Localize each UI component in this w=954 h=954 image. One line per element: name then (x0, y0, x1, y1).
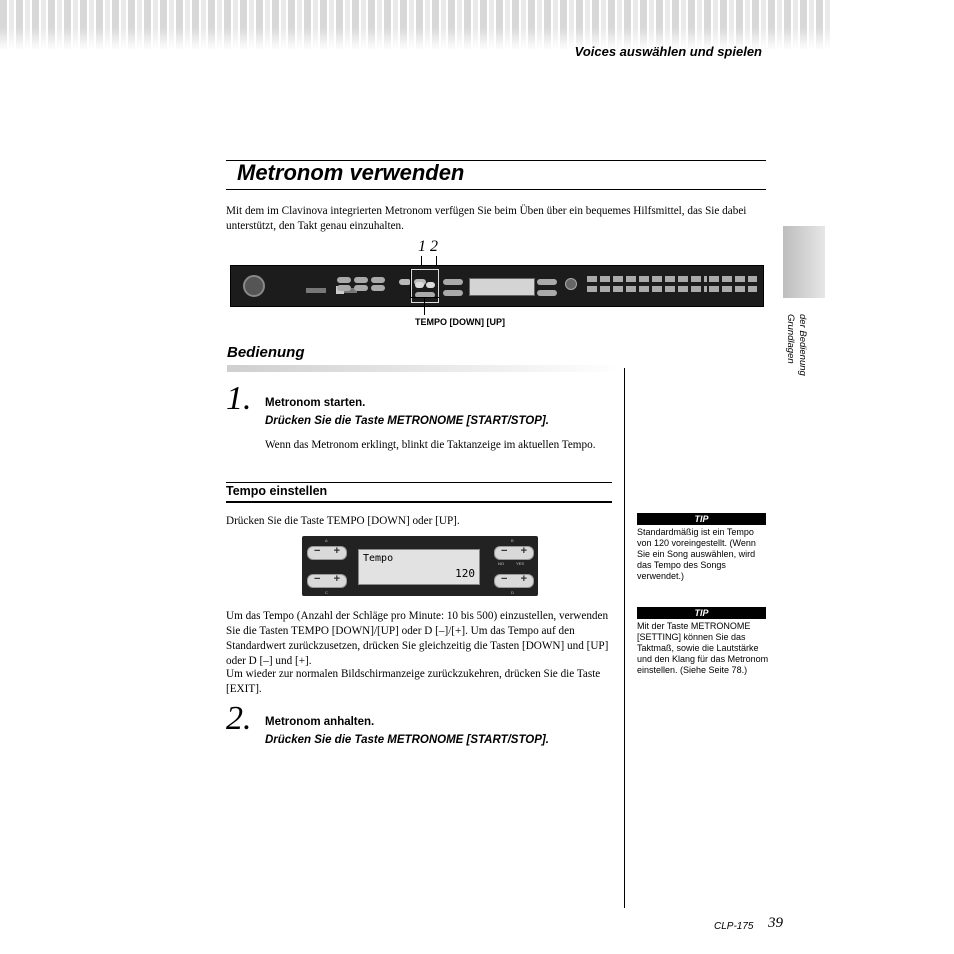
power-switch-icon (243, 275, 265, 297)
column-divider (624, 368, 625, 908)
label-a: A (325, 538, 328, 543)
callout-leader (424, 297, 425, 315)
figure-step-labels: 1 2 (418, 238, 438, 255)
tempo-subtitle: Tempo einstellen (226, 484, 328, 498)
page-number: 39 (768, 915, 783, 931)
step-1-number: 1. (226, 380, 252, 417)
label-b: B (511, 538, 514, 543)
callout-bracket-left (410, 269, 411, 297)
header-section-title: Voices auswählen und spielen (574, 44, 762, 59)
step-2-title: Metronom anhalten. (265, 716, 375, 728)
lcd-tempo-label: Tempo (363, 553, 394, 564)
tempo-paragraph-2: Um wieder zur normalen Bildschirmanzeige zurückzukehren, drücken Sie die Taste [EXIT]. (226, 668, 601, 695)
d-minus-plus-button: − + (494, 574, 534, 588)
lcd-tempo-value: 120 (455, 567, 475, 580)
label-d: D (511, 590, 514, 595)
step-2-instruction: Drücken Sie die Taste METRONOME [START/STOP]. (265, 734, 549, 746)
tempo-callout-label: TEMPO [DOWN] [UP] (415, 317, 505, 327)
title-rule-bottom (226, 189, 766, 190)
footer-model: CLP-175 (714, 921, 754, 932)
voice-button-bank (587, 276, 707, 296)
side-tab-line-2: der Bedienung (797, 314, 808, 376)
tip-1-text: Standardmäßig ist ein Tempo von 120 voreingestellt. (Wenn Sie ein Song auswählen, wird das Tempo des Songs verwendet.) (637, 527, 756, 581)
side-tab-line-1: Grundlagen (785, 314, 796, 364)
b-minus-plus-button: − + (494, 546, 534, 560)
left-button-group (337, 277, 387, 291)
subsection-bedienung: Bedienung (227, 344, 305, 361)
c-minus-plus-button: − + (307, 574, 347, 588)
step-1-text: Wenn das Metronom erklingt, blinkt die Taktanzeige im aktuellen Tempo. (265, 439, 596, 451)
side-tab-label (784, 314, 812, 384)
control-panel-illustration (230, 265, 764, 307)
step-1-title: Metronom starten. (265, 397, 366, 409)
tempo-rule-top (226, 482, 612, 483)
song-button-bank (709, 276, 757, 296)
a-minus-plus-button: − + (307, 546, 347, 560)
label-no: NO (498, 561, 504, 566)
bedienung-band (227, 365, 623, 372)
step-2-number: 2. (226, 700, 252, 737)
label-c: C (325, 590, 328, 595)
step-1-instruction: Drücken Sie die Taste METRONOME [START/STOP]. (265, 415, 549, 427)
volume-slider-icon (306, 288, 326, 293)
tempo-instruction: Drücken Sie die Taste TEMPO [DOWN] oder [UP]. (226, 515, 460, 527)
dial-icon (565, 278, 577, 290)
tip-2-label: TIP (637, 607, 766, 619)
intro-paragraph: Mit dem im Clavinova integrierten Metronom verfügen Sie beim Üben über ein bequemes Hilfsmittel, das Sie dabei unterstützt, den Takt genau einzuhalten. (226, 205, 747, 232)
tempo-paragraph-1: Um das Tempo (Anzahl der Schläge pro Minute: 10 bis 500) einzustellen, verwenden Sie die Tasten TEMPO [DOWN]/[UP] oder D [–]/[+]. Um das Tempo auf den Standardwert zurückzusetzen, drücken Sie gleichzeitig die Tasten [DOWN] und [UP] oder D [–] und [+]. (226, 610, 609, 667)
panel-lcd (469, 278, 535, 296)
section-title: Metronom verwenden (237, 160, 465, 185)
keyboard-header-strip (0, 0, 830, 50)
tip-2-text: Mit der Taste METRONOME [SETTING] können Sie das Taktmaß, sowie die Lautstärke und den Klang für das Metronom einstellen. (Siehe Seite 78.) (637, 621, 769, 675)
lcd-figure (302, 536, 538, 596)
label-yes: YES (516, 561, 525, 566)
lcd-screen (358, 549, 480, 585)
tempo-rule-bottom (226, 501, 612, 503)
tip-1-label: TIP (637, 513, 766, 525)
side-tab (783, 226, 825, 298)
